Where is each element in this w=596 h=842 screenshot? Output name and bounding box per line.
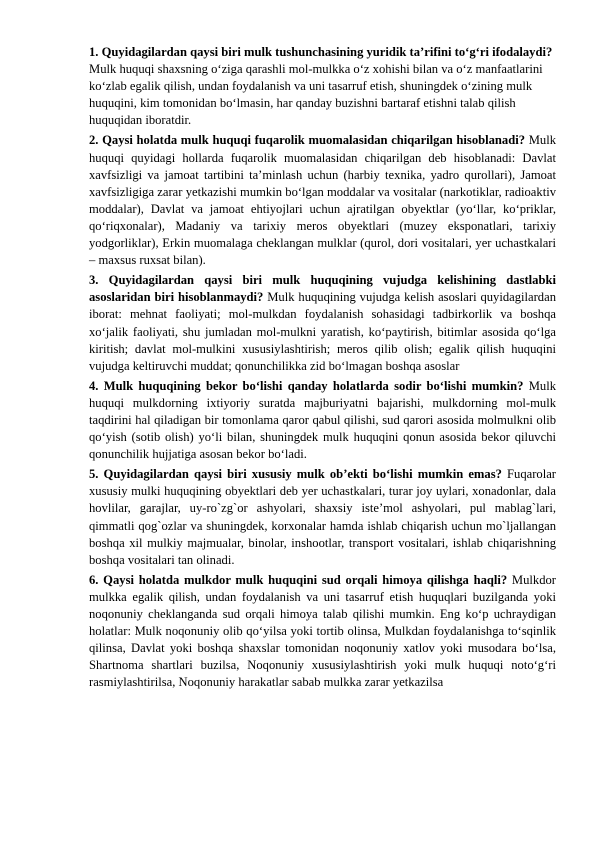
question-5: 5. Quyidagilardan qaysi biri xususiy mulk ob’ekti bo‘lishi mumkin emas?	[89, 467, 502, 482]
answer-5: Fuqarolar xususiy mulki huquqining obyektlari deb yer uchastkalari, turar joy uylari, xonadonlar, dala hovlilar, garajlar, uy-ro`zg`or ashyolari, shaxsiy iste’mol ashyolari, pul mablag`lari, qimmatli qog`ozlar va shuningdek, korxonalar hamda ishlab chiqarish uchun mo`ljallangan boshqa xil mulkiy majmualar, binolar, inshootlar, transport vositalari, ishlab chiqarishning boshqa vositalari tan olinadi.	[89, 467, 556, 567]
qa-item-3	[89, 272, 556, 375]
question-1: 1. Quyidagilardan qaysi biri mulk tushunchasining yuridik ta’rifini to‘g‘ri ifodalaydi?	[89, 45, 553, 59]
answer-3: Mulk huquqining vujudga kelish asoslari quyidagilardan iborat: mehnat faoliyati; mol-mulkdan foydalanish sohasidagi tadbirkorlik va boshqa xo‘jalik faoliyati, shu jumladan mol-mulkni yaratish, ko‘paytirish, bitimlar asosida qo‘lga kiritish; davlat mol-mulkini xususiylashtirish; meros qilib olish; egalik qilish huquqini vujudga keltiruvchi muddat; qonunchilikka zid bo‘lmagan boshqa asoslar	[89, 290, 556, 373]
qa-item-6	[89, 572, 556, 692]
answer-1: Mulk huquqi shaxsning o‘ziga qarashli mol-mulkka o‘z xohishi bilan va o‘z manfaatlarini ko‘zlab egalik qilish, undan foydalanish va uni tasarruf etish, shuningdek o‘zining mulk huquqini, kim tomonidan bo‘lmasin, har qanday buzishni bartaraf etishni talab qilish huquqidan iboratdir.	[89, 62, 543, 128]
qa-item-1	[89, 44, 556, 129]
question-6: 6. Qaysi holatda mulkdor mulk huquqini sud orqali himoya qilishga haqli?	[89, 572, 508, 587]
answer-2: Mulk huquqi quyidagi hollarda fuqarolik muomalasidan chiqarilgan deb hisoblanadi: Davlat xavfsizligi va jamoat tartibini ta’minlash uchun (harbiy texnika, yadro qurollari), Jamoat xavfsizligiga zarar yetkazishi mumkin bo‘lgan moddalar va vositalar (narkotiklar, radioaktiv moddalar), Davlat va jamoat ehtiyojlari uchun ajratilgan obyektlar (yo‘llar, ko‘priklar, qo‘riqxonalar), Madaniy va tarixiy meros obyektlari (muzey eksponatlari, tarixiy yodgorliklar), Erkin muomalaga cheklangan mulklar (qurol, dori vositalari, yer uchastkalari – maxsus ruxsat bilan).	[89, 133, 557, 268]
question-3: 3. Quyidagilardan qaysi biri mulk huquqining vujudga kelishining dastlabki asoslaridan biri hisoblanmaydi?	[89, 273, 556, 305]
answer-4: Mulk huquqi mulkdorning ixtiyoriy suratda majburiyatni bajarishi, mulkdorning mol-mulk taqdirini hal qiladigan bir tomonlama qaror qabul qilishi, sud qarori asosida molmulkni olib qo‘yish (sotib olish) yo‘li bilan, shuningdek mulk huquqini qonun asosida bekor qiluvchi qonunchilik hujjatiga asosan bekor bo‘ladi.	[89, 378, 556, 462]
question-4: 4. Mulk huquqining bekor bo‘lishi qanday holatlarda sodir bo‘lishi mumkin?	[89, 378, 524, 393]
qa-item-5	[89, 466, 556, 569]
qa-item-2	[89, 132, 556, 269]
answer-6: Mulkdor mulkka egalik qilish, undan foydalanish va uni tasarruf etish huquqlari buzilganda yoki noqonuniy cheklanganda sud orqali himoya talab qilishi mumkin. Eng ko‘p uchraydigan holatlar: Mulk noqonuniy olib qo‘yilsa yoki tortib olinsa, Mulkdan foydalanishga to‘sqinlik qilinsa, Davlat yoki boshqa shaxslar tomonidan noqonuniy xatlov yoki musodara bo‘lsa, Shartnoma shartlari buzilsa, Noqonuniy xususiylashtirish yoki mulk huquqi noto‘g‘ri rasmiylashtirilsa, Noqonuniy harakatlar sabab mulkka zarar yetkazilsa	[89, 572, 556, 690]
question-2: 2. Qaysi holatda mulk huquqi fuqarolik muomalasidan chiqarilgan hisoblanadi?	[89, 133, 526, 148]
qa-item-4	[89, 378, 556, 463]
document-page	[89, 44, 556, 694]
